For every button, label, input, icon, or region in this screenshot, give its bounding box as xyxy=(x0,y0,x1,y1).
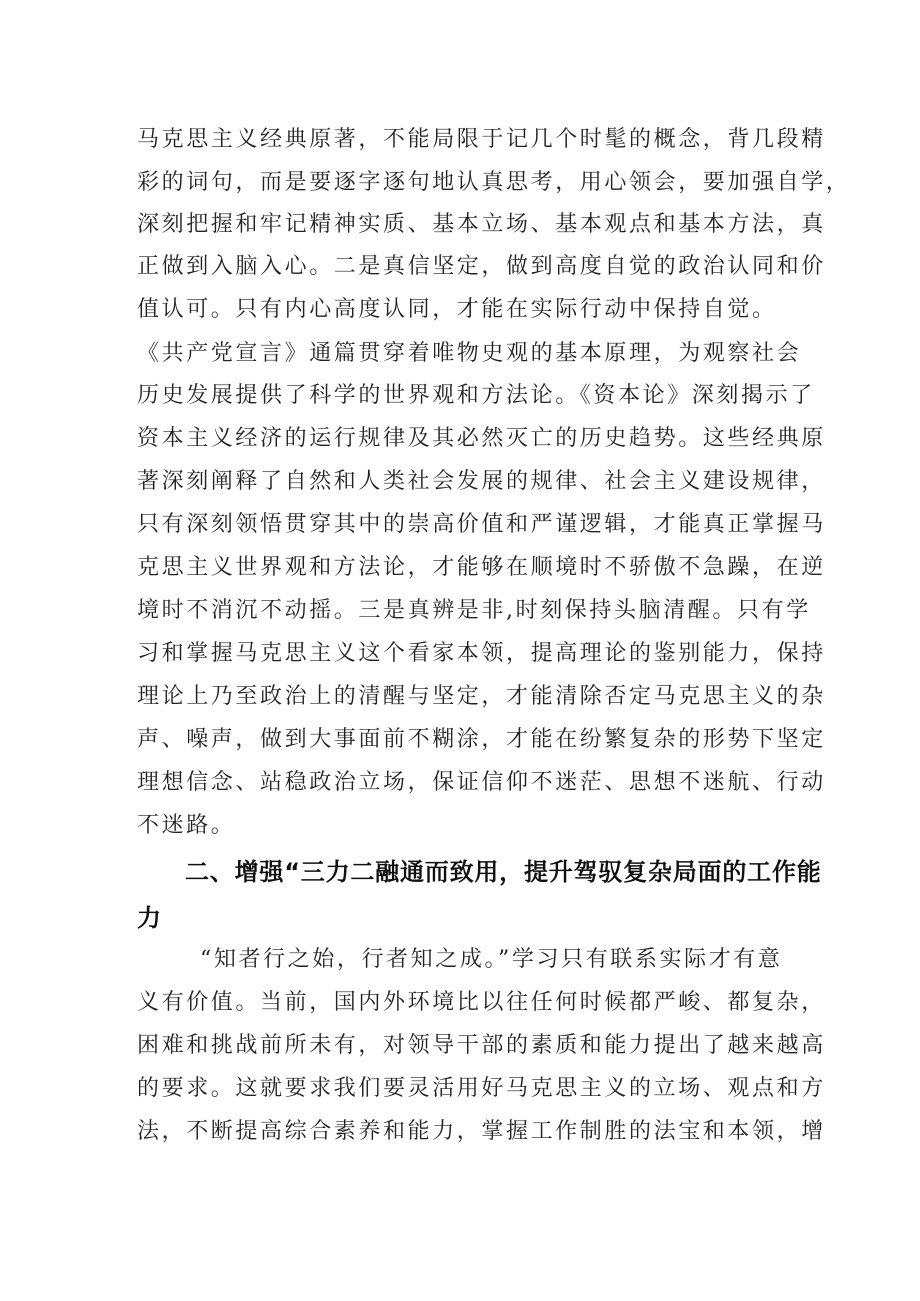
paragraph-1-line-3: 深刻把握和牢记精神实质、基本立场、基本观点和基本方法，真 xyxy=(137,212,826,237)
paragraph-2-line-12: 不迷路。 xyxy=(137,813,236,838)
paragraph-2-line-10: 声、噪声，做到大事面前不糊涂，才能在纷繁复杂的形势下坚定 xyxy=(137,727,826,752)
paragraph-1-line-2: 彩的词句，而是要逐字逐句地认真思考，用心领会，要加强自学， xyxy=(137,170,851,195)
paragraph-3-line-5: 法，不断提高综合素养和能力，掌握工作制胜的法宝和本领，增 xyxy=(137,1119,826,1144)
section-heading-line-1: 二、增强“三力二融通而致用，提升驾驭复杂局面的工作能 xyxy=(185,858,822,886)
section-heading-line-2: 力 xyxy=(137,904,162,932)
paragraph-1-line-4: 正做到入脑入心。二是真信坚定，做到高度自觉的政治认同和价 xyxy=(137,254,826,279)
paragraph-3-line-3: 困难和挑战前所未有，对领导干部的素质和能力提出了越来越高 xyxy=(137,1033,826,1058)
paragraph-2-line-5: 只有深刻领悟贯穿其中的崇高价值和严谨逻辑，才能真正掌握马 xyxy=(137,512,826,537)
paragraph-2-line-9: 理论上乃至政治上的清醒与坚定，才能清除否定马克思主义的杂 xyxy=(137,684,826,709)
paragraph-2-line-6: 克思主义世界观和方法论，才能够在顺境时不骄傲不急躁，在逆 xyxy=(137,555,826,580)
paragraph-3-line-2: 义有价值。当前，国内外环境比以往任何时候都严峻、都复杂， xyxy=(137,990,826,1015)
paragraph-2-line-3: 资本主义经济的运行规律及其必然灭亡的历史趋势。这些经典原 xyxy=(137,426,826,451)
paragraph-3-line-4: 的要求。这就要求我们要灵活用好马克思主义的立场、观点和方 xyxy=(137,1076,826,1101)
paragraph-2-line-2: 历史发展提供了科学的世界观和方法论。《资本论》深刻揭示了 xyxy=(137,383,815,408)
paragraph-1-line-1: 马克思主义经典原著，不能局限于记几个时髦的概念，背几段精 xyxy=(137,127,826,152)
paragraph-2-line-7: 境时不消沉不动摇。三是真辨是非,时刻保持头脑清醒。只有学 xyxy=(137,598,811,623)
paragraph-2-line-4: 著深刻阐释了自然和人类社会发展的规律、社会主义建设规律， xyxy=(137,469,826,494)
paragraph-3-line-1: “知者行之始，行者知之成。”学习只有联系实际才有意 xyxy=(200,947,783,972)
paragraph-2-line-11: 理想信念、站稳政治立场，保证信仰不迷茫、思想不迷航、行动 xyxy=(137,770,826,795)
paragraph-2-line-1: 《共产党宣言》通篇贯穿着唯物史观的基本原理，为观察社会 xyxy=(137,341,802,366)
paragraph-2-line-8: 习和掌握马克思主义这个看家本领，提高理论的鉴别能力，保持 xyxy=(137,641,826,666)
paragraph-1-line-5: 值认可。只有内心高度认同，才能在实际行动中保持自觉。 xyxy=(137,297,777,322)
